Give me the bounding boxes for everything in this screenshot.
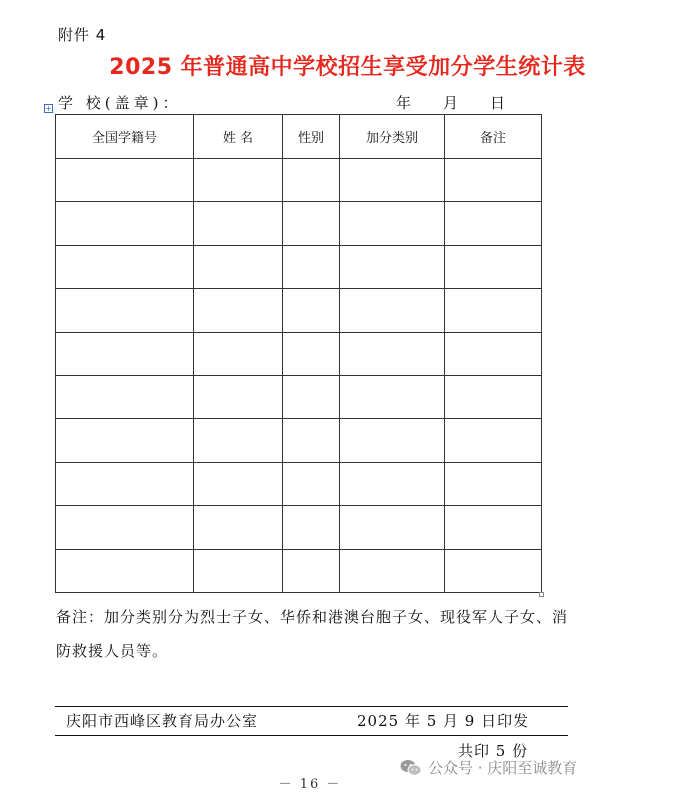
issuing-office: 庆阳市西峰区教育局办公室 — [66, 712, 259, 730]
table-cell[interactable] — [56, 159, 194, 202]
table-row — [56, 506, 542, 549]
table-header-row — [56, 115, 542, 159]
table-cell[interactable] — [194, 202, 283, 245]
table-cell[interactable] — [283, 419, 340, 462]
table-row — [56, 159, 542, 202]
table-cell[interactable] — [56, 375, 194, 418]
table-cell[interactable] — [194, 506, 283, 549]
table-row — [56, 549, 542, 592]
table-row — [56, 332, 542, 375]
table-cell[interactable] — [445, 289, 542, 332]
table-cell[interactable] — [340, 549, 445, 592]
issue-date: 2025 年 5 月 9 日印发 — [357, 712, 530, 730]
table-cell[interactable] — [283, 245, 340, 288]
table-cell[interactable] — [194, 332, 283, 375]
table-cell[interactable] — [445, 245, 542, 288]
table-cell[interactable] — [283, 375, 340, 418]
table-cell[interactable] — [56, 549, 194, 592]
table-row — [56, 202, 542, 245]
table-row — [56, 375, 542, 418]
table-cell[interactable] — [340, 462, 445, 505]
table-row — [56, 289, 542, 332]
header-gender: 性别 — [283, 115, 340, 159]
table-cell[interactable] — [445, 549, 542, 592]
remarks-note: 备注：加分类别分为烈士子女、华侨和港澳台胞子女、现役军人子女、消防救援人员等。 — [56, 608, 569, 660]
table-cell[interactable] — [194, 375, 283, 418]
table-move-handle-icon[interactable]: + — [45, 104, 52, 113]
wechat-icon — [400, 759, 422, 777]
document-title: 2025 年普通高中学校招生享受加分学生统计表 — [109, 55, 586, 80]
year-label: 年 — [396, 94, 412, 112]
table-cell[interactable] — [445, 202, 542, 245]
table-cell[interactable] — [56, 419, 194, 462]
table-cell[interactable] — [283, 506, 340, 549]
table-cell[interactable] — [340, 419, 445, 462]
statistics-table — [55, 114, 542, 593]
table-cell[interactable] — [56, 332, 194, 375]
table-cell[interactable] — [445, 462, 542, 505]
table-cell[interactable] — [194, 419, 283, 462]
table-cell[interactable] — [340, 289, 445, 332]
day-label: 日 — [490, 94, 506, 112]
table-cell[interactable] — [283, 462, 340, 505]
table-cell[interactable] — [194, 245, 283, 288]
header-remarks: 备注 — [445, 115, 542, 159]
table-cell[interactable] — [194, 549, 283, 592]
table-cell[interactable] — [340, 332, 445, 375]
month-label: 月 — [443, 94, 459, 112]
table-cell[interactable] — [283, 549, 340, 592]
table-cell[interactable] — [340, 245, 445, 288]
table-cell[interactable] — [445, 506, 542, 549]
table-cell[interactable] — [445, 419, 542, 462]
watermark-text: 公众号 · 庆阳至诚教育 — [428, 759, 578, 777]
table-cell[interactable] — [283, 332, 340, 375]
table-cell[interactable] — [194, 289, 283, 332]
table-cell[interactable] — [194, 159, 283, 202]
header-student-id: 全国学籍号 — [56, 115, 194, 159]
copies-count: 共印 5 份 — [458, 742, 529, 760]
table-cell[interactable] — [445, 159, 542, 202]
table-row — [56, 245, 542, 288]
table-cell[interactable] — [340, 506, 445, 549]
table-cell[interactable] — [56, 506, 194, 549]
header-name: 姓 名 — [194, 115, 283, 159]
table-cell[interactable] — [283, 159, 340, 202]
table-cell[interactable] — [445, 332, 542, 375]
table-cell[interactable] — [56, 245, 194, 288]
school-seal-label: 学 校(盖章)： — [58, 94, 182, 112]
table-cell[interactable] — [445, 375, 542, 418]
table-resize-handle[interactable] — [539, 592, 544, 597]
footer-bottom-rule — [55, 735, 568, 736]
table-row — [56, 462, 542, 505]
table-row — [56, 419, 542, 462]
date-fields — [396, 92, 505, 113]
table-cell[interactable] — [194, 462, 283, 505]
page-number: － 16 － — [278, 777, 342, 792]
attachment-label: 附件 4 — [58, 26, 107, 44]
table-cell[interactable] — [283, 202, 340, 245]
table-cell[interactable] — [340, 202, 445, 245]
watermark — [400, 757, 577, 778]
footer-top-rule — [55, 706, 568, 707]
table-cell[interactable] — [56, 289, 194, 332]
table-cell[interactable] — [56, 462, 194, 505]
table-cell[interactable] — [340, 375, 445, 418]
table-cell[interactable] — [340, 159, 445, 202]
header-bonus-category: 加分类别 — [340, 115, 445, 159]
table-cell[interactable] — [56, 202, 194, 245]
table-cell[interactable] — [283, 289, 340, 332]
